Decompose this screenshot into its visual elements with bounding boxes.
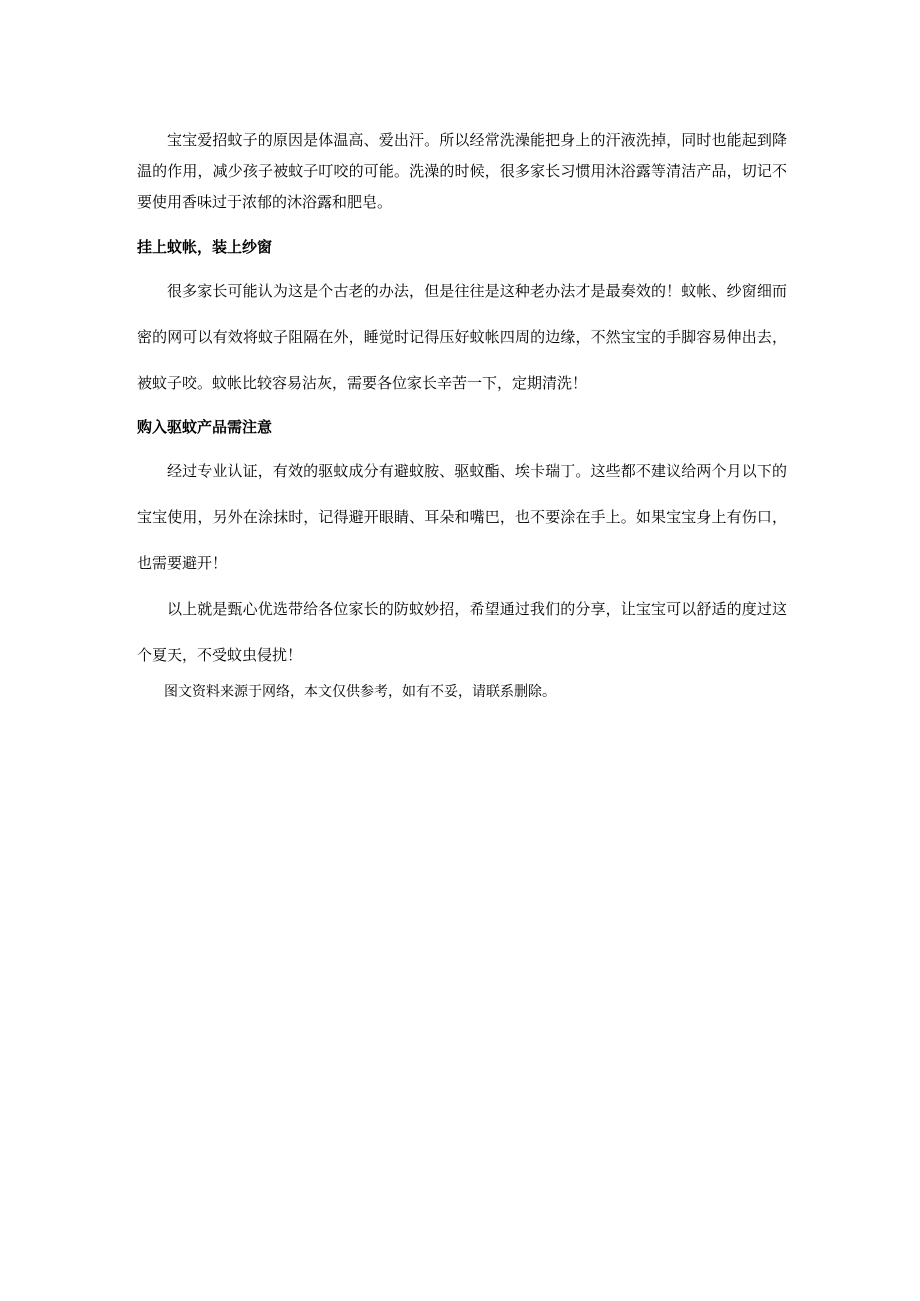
document-page bbox=[137, 125, 787, 702]
paragraph-bath-tips: 宝宝爱招蚊子的原因是体温高、爱出汗。所以经常洗澡能把身上的汗液洗掉，同时也能起到降温的作用，减少孩子被蚊子叮咬的可能。洗澡的时候，很多家长习惯用沐浴露等清洁产品，切记不要使用香味过于浓郁的沐浴露和肥皂。 bbox=[137, 131, 787, 211]
heading-mosquito-net: 挂上蚊帐，装上纱窗 bbox=[137, 238, 273, 256]
disclaimer-note: 图文资料来源于网络，本文仅供参考，如有不妥，请联系删除。 bbox=[164, 684, 556, 700]
paragraph-mosquito-net: 很多家长可能认为这是个古老的办法，但是往往是这种老办法才是最奏效的！蚊帐、纱窗细而密的网可以有效将蚊子阻隔在外，睡觉时记得压好蚊帐四周的边缘，不然宝宝的手脚容易伸出去，被蚊子咬。蚊帐比较容易沾灰，需要各位家长辛苦一下，定期清洗！ bbox=[137, 282, 787, 392]
heading-repellent-products: 购入驱蚊产品需注意 bbox=[137, 418, 273, 436]
paragraph-conclusion: 以上就是甄心优选带给各位家长的防蚊妙招，希望通过我们的分享，让宝宝可以舒适的度过这个夏天，不受蚊虫侵扰！ bbox=[137, 600, 787, 664]
paragraph-repellent-products: 经过专业认证，有效的驱蚊成分有避蚊胺、驱蚊酯、埃卡瑞丁。这些都不建议给两个月以下的宝宝使用，另外在涂抹时，记得避开眼睛、耳朵和嘴巴，也不要涂在手上。如果宝宝身上有伤口，也需要避开！ bbox=[137, 462, 787, 572]
